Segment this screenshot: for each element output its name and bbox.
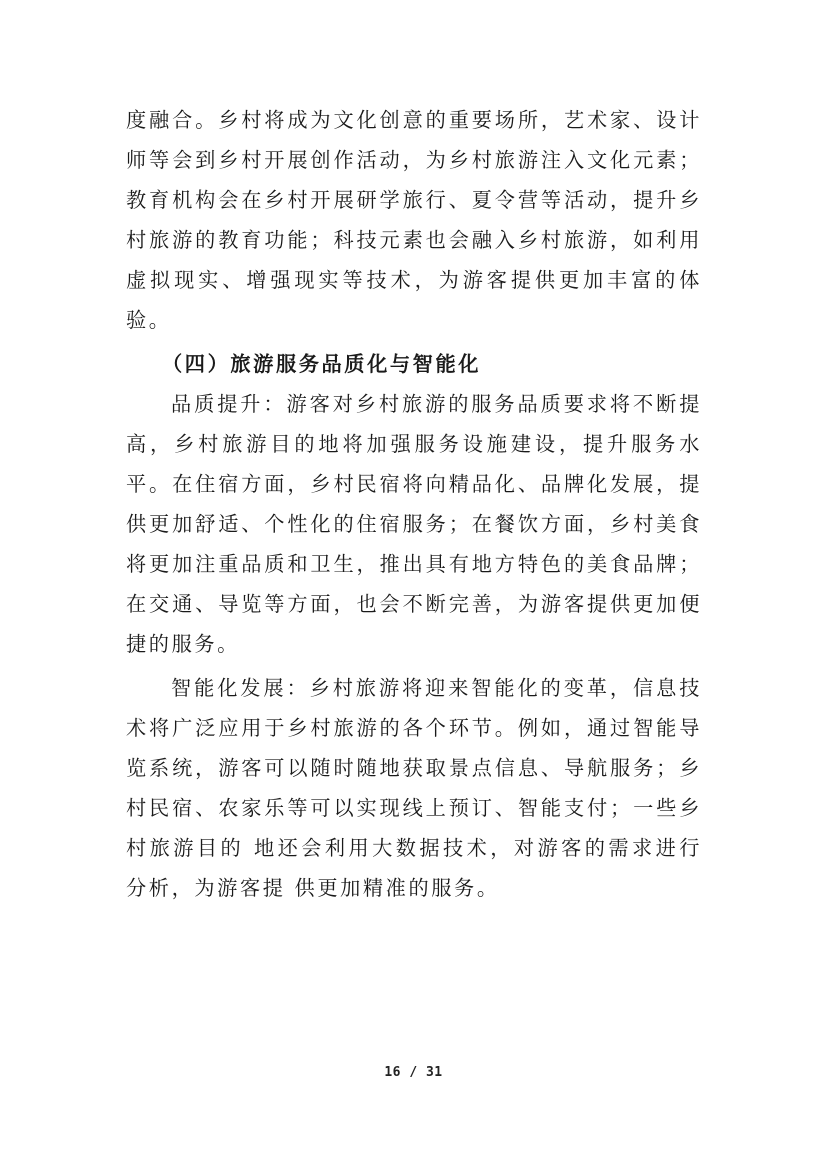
paragraph-quality-improvement: 品质提升：游客对乡村旅游的服务品质要求将不断提高，乡村旅游目的地将加强服务设施建设，提升服务水平。在住宿方面，乡村民宿将向精品化、品牌化发展，提供更加舒适、个性化的住宿服务；在餐饮方面，乡村美食将更加注重品质和卫生，推出具有地方特色的美食品牌；在交通、导览等方面，也会不断完善，为游客提供更加便捷的服务。: [126, 392, 702, 656]
page-number: 16 / 31: [384, 1065, 443, 1080]
section-heading: （四）旅游服务品质化与智能化: [162, 352, 482, 376]
paragraph-intelligent-development: 智能化发展：乡村旅游将迎来智能化的变革，信息技术将广泛应用于乡村旅游的各个环节。例如，通过智能导览系统，游客可以随时随地获取景点信息、导航服务；乡村民宿、农家乐等可以实现线上预订、智能支付；一些乡村旅游目的 地还会利用大数据技术，对游客的需求进行分析，为游客提 供更加精准的服务。: [126, 676, 702, 900]
document-body: [126, 100, 702, 908]
paragraph-continuation: 度融合。乡村将成为文化创意的重要场所，艺术家、设计师等会到乡村开展创作活动，为乡村旅游注入文化元素；教育机构会在乡村开展研学旅行、夏令营等活动，提升乡村旅游的教育功能；科技元素也会融入乡村旅游，如利用虚拟现实、增强现实等技术，为游客提供更加丰富的体验。: [126, 108, 702, 332]
